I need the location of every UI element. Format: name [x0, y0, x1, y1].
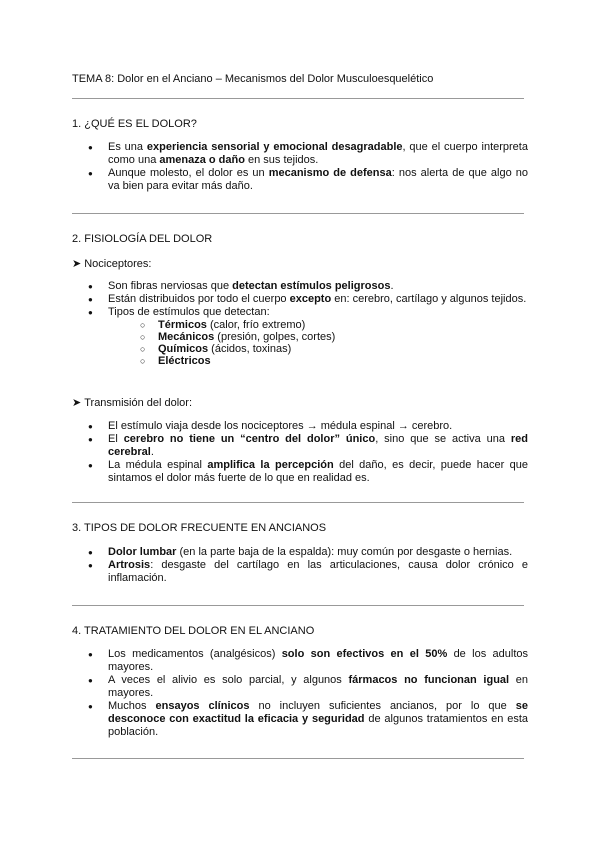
section-heading-3: 3. TIPOS DE DOLOR FRECUENTE EN ANCIANOS — [72, 522, 327, 534]
text-run: (en la parte baja de la espalda): muy común por desgaste o hernias. — [176, 546, 513, 558]
text-run: : nos alerta de que algo no va bien para evitar más daño. — [108, 167, 528, 192]
divider — [72, 605, 524, 606]
arrow-icon: ➤ — [72, 397, 82, 409]
list-item — [72, 559, 528, 585]
text-run: Aunque molesto, el dolor es un — [108, 167, 269, 179]
text-run: . — [390, 280, 394, 292]
section-heading-4: 4. TRATAMIENTO DEL DOLOR EN EL ANCIANO — [72, 625, 315, 637]
section-3-list — [72, 546, 528, 585]
text-run: en sus tejidos. — [244, 154, 319, 166]
section-4-list — [72, 648, 528, 739]
list-item — [72, 420, 528, 433]
subheading-label: Transmisión del dolor: — [84, 397, 193, 409]
text-run: : desgaste del cartílago en las articulaciones, causa dolor crónico e inflamación. — [108, 559, 528, 584]
bold-text: experiencia sensorial y emocional desagradable — [146, 141, 403, 153]
subheading-transmision — [72, 396, 192, 409]
list-item — [72, 167, 528, 193]
stimuli-list — [108, 319, 528, 367]
transmision-list — [72, 420, 528, 485]
list-item — [72, 459, 528, 485]
bold-text: excepto — [289, 293, 332, 305]
list-item — [72, 293, 528, 306]
section-heading-1: 1. ¿QUÉ ES EL DOLOR? — [72, 118, 197, 130]
text-run: (calor, frío extremo) — [206, 319, 306, 331]
divider — [72, 758, 524, 759]
divider — [72, 502, 524, 503]
sublist-item — [108, 331, 528, 343]
text-run: (ácidos, toxinas) — [208, 343, 292, 355]
text-run: Los medicamentos (analgésicos) — [108, 648, 282, 660]
section-heading-2: 2. FISIOLOGÍA DEL DOLOR — [72, 233, 213, 245]
list-item — [72, 674, 528, 700]
bold-text: Químicos — [158, 343, 209, 355]
bold-text: Dolor lumbar — [108, 546, 177, 558]
text-run: . — [150, 446, 154, 458]
section-1-list — [72, 141, 528, 193]
list-item — [72, 648, 528, 674]
bold-text: amplifica la percepción — [207, 459, 334, 471]
list-item — [72, 433, 528, 459]
arrow-icon: ➤ — [72, 258, 82, 270]
bold-text: solo son efectivos en el 50% — [281, 648, 448, 660]
text-run: El — [108, 433, 124, 445]
divider — [72, 98, 524, 99]
subheading-label: Nociceptores: — [84, 258, 152, 270]
text-run: Tipos de estímulos que detectan: — [108, 306, 270, 318]
bold-text: amenaza o daño — [159, 154, 245, 166]
sublist-item — [108, 319, 528, 331]
sublist-item — [108, 355, 528, 367]
list-item — [72, 306, 528, 367]
document-title: TEMA 8: Dolor en el Anciano – Mecanismos del Dolor Musculoesquelético — [72, 73, 434, 85]
nociceptores-list — [72, 280, 528, 367]
list-item — [72, 700, 528, 739]
list-item-text — [108, 306, 270, 318]
text-run: del daño, es decir, puede hacer que sintamos el dolor más fuerte de lo que en realidad es. — [108, 459, 529, 484]
list-item — [72, 141, 528, 167]
sublist-item — [108, 343, 528, 355]
bold-text: fármacos no funcionan igual — [348, 674, 510, 686]
subheading-nociceptores — [72, 257, 151, 270]
list-item — [72, 280, 528, 293]
text-run: (presión, golpes, cortes) — [214, 331, 336, 343]
bold-text: Eléctricos — [158, 355, 211, 367]
text-run: Es una — [108, 141, 147, 153]
text-run: El estímulo viaja desde los nociceptores → médula espinal → cerebro. — [108, 420, 453, 432]
text-run: Están distribuidos por todo el cuerpo — [108, 293, 290, 305]
bold-text: cerebro no tiene un “centro del dolor” único — [123, 433, 376, 445]
list-item — [72, 546, 528, 559]
text-run: , sino que se activa una — [375, 433, 511, 445]
bold-text: ensayos clínicos — [155, 700, 250, 712]
text-run: de los adultos mayores. — [108, 648, 528, 673]
bold-text: se desconoce con exactitud la eficacia y seguridad — [108, 700, 528, 725]
bold-text: red cerebral — [108, 433, 528, 458]
text-run: Muchos — [108, 700, 156, 712]
bold-text: detectan estímulos peligrosos — [232, 280, 391, 292]
bold-text: Mecánicos — [158, 331, 215, 343]
text-run: A veces el alivio es solo parcial, y algunos — [108, 674, 349, 686]
text-run: de algunos tratamientos en esta población. — [108, 713, 529, 738]
bold-text: mecanismo de defensa — [268, 167, 392, 179]
text-run: Son fibras nerviosas que — [108, 280, 233, 292]
text-run: en mayores. — [108, 674, 529, 699]
divider — [72, 213, 524, 214]
text-run: en: cerebro, cartílago y algunos tejidos. — [331, 293, 527, 305]
text-run: no incluyen suficientes ancianos, por lo que — [249, 700, 516, 712]
text-run: La médula espinal — [108, 459, 208, 471]
bold-text: Artrosis — [108, 559, 151, 571]
bold-text: Térmicos — [158, 319, 207, 331]
text-run: , que el cuerpo interpreta como una — [108, 141, 528, 166]
